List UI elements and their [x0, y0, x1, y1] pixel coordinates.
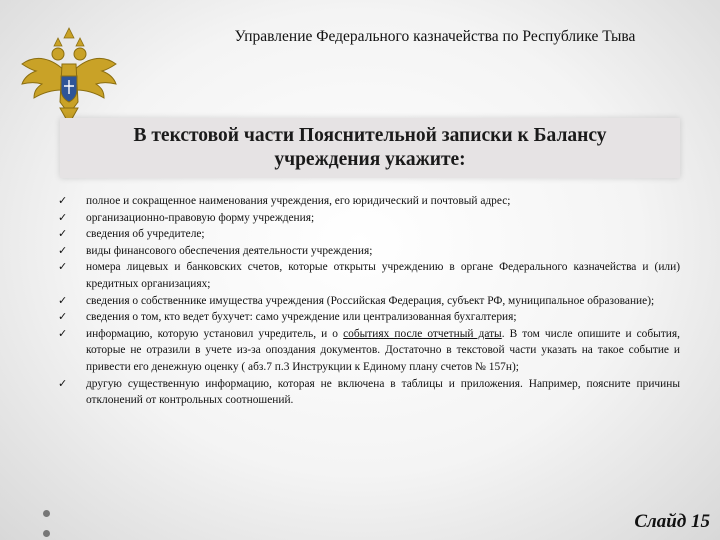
list-item-text: сведения о собственнике имущества учреждения (Российская Федерация, субъект РФ, муниципальное образование);	[86, 294, 655, 307]
treasury-emblem-icon	[14, 24, 124, 128]
slide-title	[133, 124, 606, 172]
list-item-text: виды финансового обеспечения деятельности учреждения;	[86, 244, 373, 257]
list-item	[58, 193, 680, 210]
slide-number: Слайд 15	[634, 511, 710, 532]
header-title: Управление Федерального казначейства по Республике Тыва	[234, 28, 636, 45]
list-item	[58, 293, 680, 310]
list-item	[58, 210, 680, 227]
slide-title-line-1: В текстовой части Пояснительной записки к Балансу	[133, 125, 607, 147]
list-item-text-start: информацию, которую установил учредитель, и о	[86, 327, 344, 340]
list-item-underlined-text: событиях после отчетный даты	[343, 327, 502, 340]
list-item	[58, 259, 680, 292]
checkmark-icon: ✓	[58, 326, 68, 340]
list-item-text: другую существенную информацию, которая не включена в таблицы и приложения. Например, поясните причины отклонений от контрольных соотношений.	[86, 377, 680, 407]
list-item-text: сведения о том, кто ведет бухучет: само учреждение или централизованная бухгалтерия;	[86, 311, 517, 324]
checkmark-icon: ✓	[58, 210, 68, 224]
slide-title-line-2: учреждения укажите:	[274, 149, 466, 170]
list-item	[58, 226, 680, 243]
list-item	[58, 326, 680, 376]
list-item	[58, 243, 680, 260]
list-item-text: номера лицевых и банковских счетов, которые открыты учреждению в органе Федерального казначейства и (или) кредитных организациях;	[86, 261, 680, 290]
list-item	[58, 309, 680, 326]
list-item-text: полное и сокращенное наименования учреждения, его юридический и почтовый адрес;	[86, 195, 511, 207]
checkmark-icon: ✓	[58, 376, 68, 390]
checkmark-icon: ✓	[58, 310, 68, 324]
checkmark-icon: ✓	[58, 227, 68, 241]
checkmark-icon: ✓	[58, 293, 68, 307]
list-item-text-end: . В том числе опишите и события, которые не отразили в учете из-за опоздания документов. Достаточно в текстовой части указать на такое событие и привести его денежную оценку ( абз.7 п.3 Инструкции к Единому плану счетов № 157н);	[86, 327, 680, 373]
list-item-text: организационно-правовую форму учреждения;	[86, 211, 315, 224]
checkmark-icon: ✓	[58, 194, 68, 207]
decorative-dot	[43, 510, 50, 517]
list-item-text: сведения об учредителе;	[86, 228, 205, 241]
requirements-list	[58, 193, 680, 409]
checkmark-icon: ✓	[58, 243, 68, 257]
decorative-dot	[43, 530, 50, 537]
slide-title-box	[60, 118, 680, 178]
checkmark-icon: ✓	[58, 260, 68, 274]
list-item	[58, 376, 680, 409]
